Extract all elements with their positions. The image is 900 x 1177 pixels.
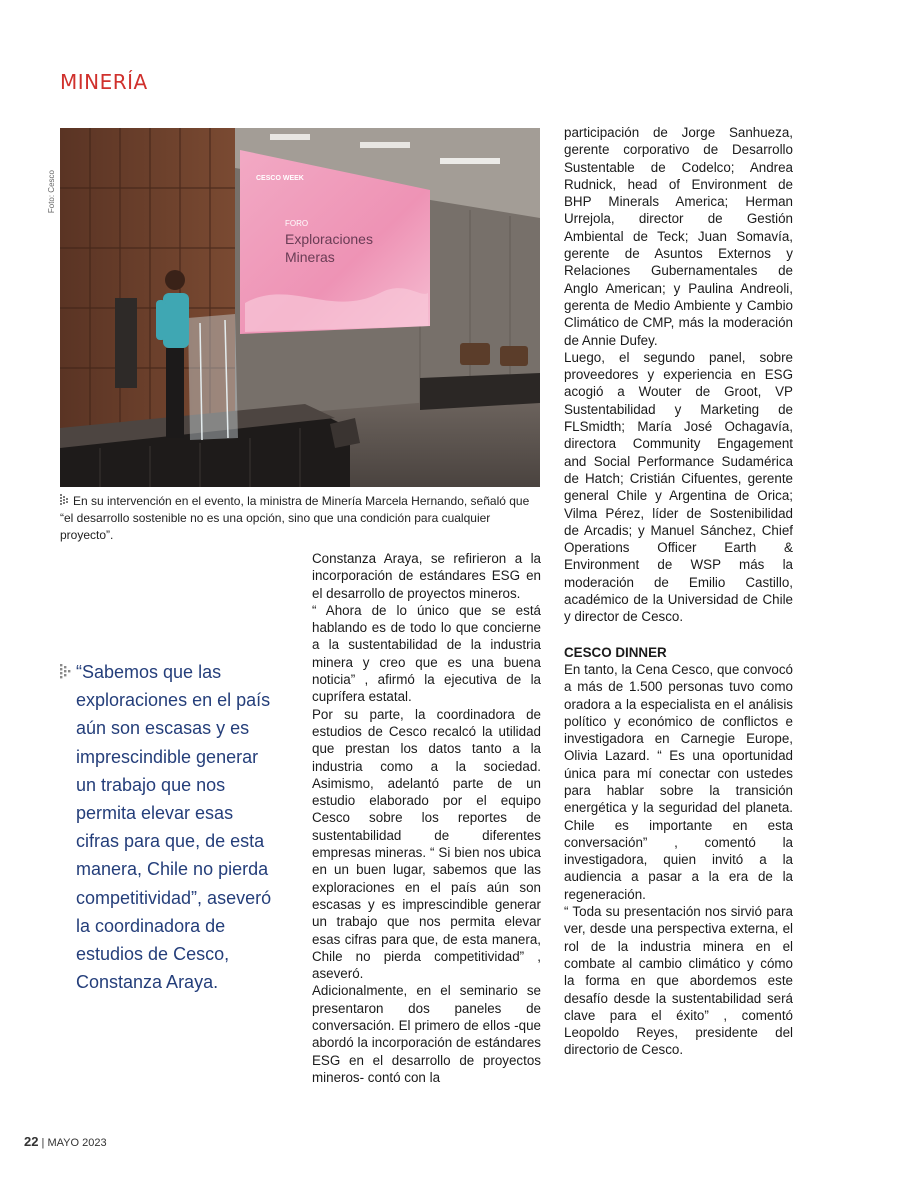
pull-quote	[60, 658, 280, 996]
photo-credit-container	[47, 170, 57, 214]
page-number: 22	[24, 1134, 39, 1149]
page-footer	[24, 1134, 107, 1149]
article-column-right	[564, 124, 793, 1059]
paragraph: “ Toda su presentación nos sirvió para ver, desde una perspectiva externa, el rol de la industria minera en el combate al cambio climático y cómo la forma en que abordemos este desafío desde la sustentabilidad será clave para el éxito” , comentó Leopoldo Reyes, presidente del directorio de Cesco.	[564, 904, 793, 1058]
paragraph: participación de Jorge Sanhueza, gerente corporativo de Desarrollo Sustentable de Codelco; Andrea Rudnick, head of Environment de BHP Minerals America; Herman Urrejola, director de Gestión Ambiental de Teck; Juan Somavía, gerente de Asuntos Externos y Relaciones Gubernamentales de Anglo American; y Paulina Andreoli, gerenta de Medio Ambiente y Cambio Climático de CMP, más la moderación de Annie Dufey.	[564, 125, 793, 348]
screen-title-line-2: Mineras	[285, 249, 335, 265]
quote-bullet-arrow-icon	[60, 664, 72, 682]
screen-small-text: CESCO WEEK	[256, 175, 304, 182]
photo-credit: Foto: Cesco	[47, 170, 56, 214]
bullet-arrow-icon	[60, 494, 70, 506]
footer-separator: |	[41, 1137, 45, 1149]
paragraph: Luego, el segundo panel, sobre proveedores y experiencia en ESG acogió a Wouter de Groot, VP Sustentabilidad y Marketing de FLSmidth; María José Ochagavía, directora Community Engagement and Social Performance Sudamérica de Hatch; Cristián Cifuentes, gerente general Chile y Argentina de Orica; Vilma Pérez, líder de Sostenibilidad de Arcadis; y Manuel Sánchez, Chief Operations Officer Earth & Environment de WSP más la moderación de Emilio Castillo, académico de la Universidad de Chile y director de Cesco.	[564, 349, 793, 625]
paragraph: En tanto, la Cena Cesco, que convocó a más de 1.500 personas tuvo como oradora a la especialista en el análisis político y económico de conflictos e investigadora en Carnegie Europe, Olivia Lazard. “ Es una oportunidad única para mí conectar con ustedes para hablar sobre la transición energética y la seguridad del planeta. Chile es importante en esta conversación” , comentó la investigadora, quien invitó a la audiencia a pasar a la era de la regeneración.	[564, 661, 793, 902]
paragraph: Adicionalmente, en el seminario se presentaron dos paneles de conversación. El primero de ellos -que abordó la incorporación de estándares ESG en el desarrollo de proyectos mineros- contó con la	[312, 983, 541, 1085]
paragraph: Por su parte, la coordinadora de estudios de Cesco recalcó la utilidad que prestan los datos tanto a la industria como a la sociedad. Asimismo, adelantó parte de un estudio elaborado por el equipo Cesco sobre los reportes de sustentabilidad de diferentes empresas mineras. “ Si bien nos ubica en un buen lugar, sabemos que las exploraciones en el país aún son escasas y es imprescindible generar un trabajo que nos permita elevar esas cifras para que, de esta manera, Chile no pierda competitividad” , aseveró.	[312, 706, 541, 982]
paragraph: “ Ahora de lo único que se está hablando es de todo lo que concierne a la sustentabilidad de la industria minera y creo que es una buena noticia” , afirmó la ejecutiva de la cuprífera estatal.	[312, 602, 541, 705]
photo-caption	[60, 493, 542, 544]
event-photo	[60, 128, 540, 487]
paragraph: Constanza Araya, se refirieron a la incorporación de estándares ESG en el desarrollo de proyectos mineros.	[312, 551, 541, 601]
screen-label: FORO	[285, 219, 309, 228]
event-photo-illustration	[60, 128, 540, 487]
section-title: MINERÍA	[60, 70, 148, 94]
photo-caption-text: En su intervención en el evento, la ministra de Minería Marcela Hernando, señaló que “el desarrollo sostenible no es una opción, sino que una condición para cualquier proyecto”.	[60, 494, 530, 542]
pull-quote-text: “Sabemos que las exploraciones en el país aún son escasas y es imprescindible generar un trabajo que nos permita elevar esas cifras para que, de esta manera, Chile no pierda competitividad”, aseveró la coordinadora de estudios de Cesco, Constanza Araya.	[76, 662, 272, 993]
issue-date: MAYO 2023	[47, 1137, 107, 1149]
article-column-middle	[312, 550, 541, 1086]
screen-title-line-1: Exploraciones	[285, 231, 373, 247]
subheading: CESCO DINNER	[564, 644, 667, 660]
